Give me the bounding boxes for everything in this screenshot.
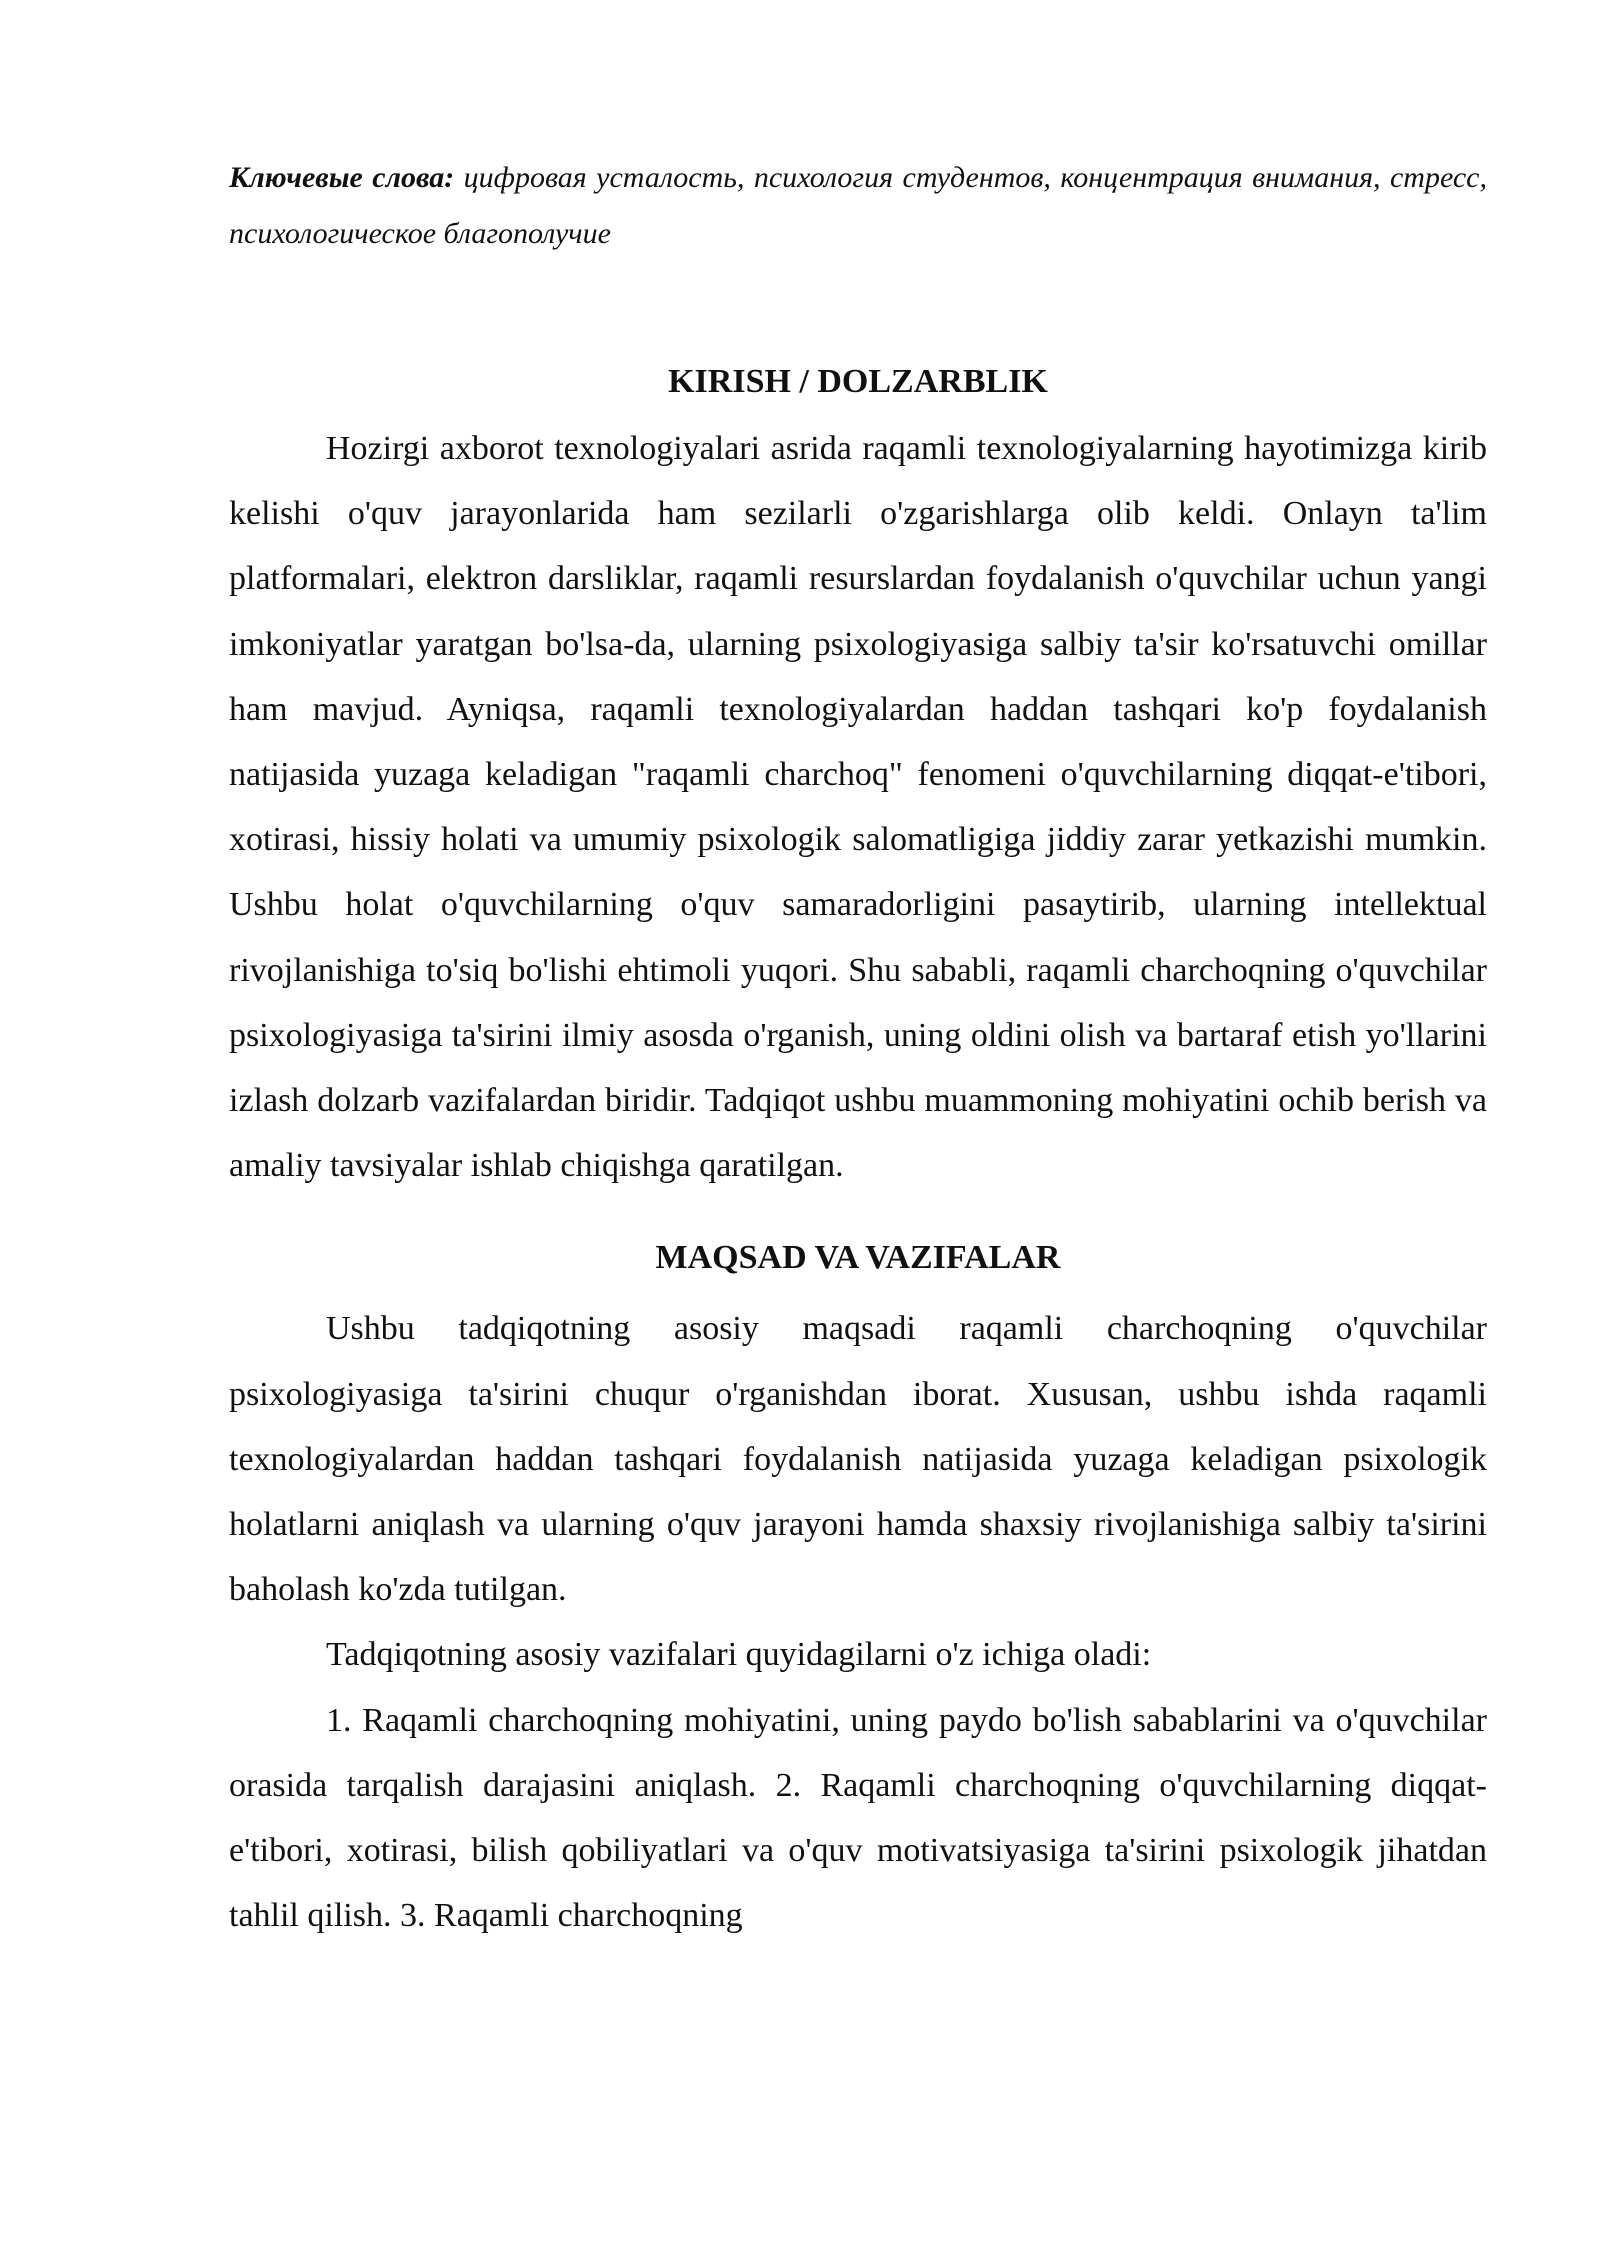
keywords-line (229, 150, 1487, 262)
tasks-intro-paragraph: Tadqiqotning asosiy vazifalari quyidagilarni o'z ichiga oladi: (326, 1636, 1152, 1674)
keywords-label: Ключевые слова: (229, 161, 455, 194)
goals-paragraph: Ushbu tadqiqotning asosiy maqsadi raqamli charchoqning o'quvchilar psixologiyasiga ta'sirini chuqur o'rganishdan iborat. Xususan, ushbu ishda raqamli texnologiyalardan haddan tashqari foydalanish natijasida yuzaga keladigan psixologik holatlarni aniqlash va ularning o'quv jarayoni hamda shaxsiy rivojlanishiga salbiy ta'sirini baholash ko'zda tutilgan. (229, 1310, 1487, 1609)
tasks-list-paragraph: 1. Raqamli charchoqning mohiyatini, uning paydo bo'lish sabablarini va o'quvchilar orasida tarqalish darajasini aniqlash. 2. Raqamli charchoqning o'quvchilarning diqqat-e'tibori, xotirasi, bilish qobiliyatlari va o'quv motivatsiyasiga ta'sirini psixologik jihatdan tahlil qilish. 3. Raqamli charchoqning (229, 1701, 1487, 1935)
section-heading-goals: MAQSAD VA VAZIFALAR (655, 1239, 1061, 1277)
document-page (229, 150, 1487, 1948)
section-heading-introduction: KIRISH / DOLZARBLIK (668, 363, 1048, 400)
keywords-text: цифровая усталость, психология студентов, концентрация внимания, стресс, психологическое благополучие (229, 161, 1487, 250)
introduction-paragraph: Hozirgi axborot texnologiyalari asrida raqamli texnologiyalarning hayotimizga kirib kelishi o'quv jarayonlarida ham sezilarli o'zgarishlarga olib keldi. Onlayn ta'lim platformalari, elektron darsliklar, raqamli resurslardan foydalanish o'quvchilar uchun yangi imkoniyatlar yaratgan bo'lsa-da, ularning psixologiyasiga salbiy ta'sir ko'rsatuvchi omillar ham mavjud. Ayniqsa, raqamli texnologiyalardan haddan tashqari ko'p foydalanish natijasida yuzaga keladigan "raqamli charchoq" fenomeni o'quvchilarning diqqat-e'tibori, xotirasi, hissiy holati va umumiy psixologik salomatligiga jiddiy zarar yetkazishi mumkin. Ushbu holat o'quvchilarning o'quv samaradorligini pasaytirib, ularning intellektual rivojlanishiga to'siq bo'lishi ehtimoli yuqori. Shu sababli, raqamli charchoqning o'quvchilar psixologiyasiga ta'sirini ilmiy asosda o'rganish, uning oldini olish va bartaraf etish yo'llarini izlash dolzarb vazifalardan biridir. Tadqiqot ushbu muammoning mohiyatini ochib berish va amaliy tavsiyalar ishlab chiqishga qaratilgan. (229, 430, 1487, 1185)
